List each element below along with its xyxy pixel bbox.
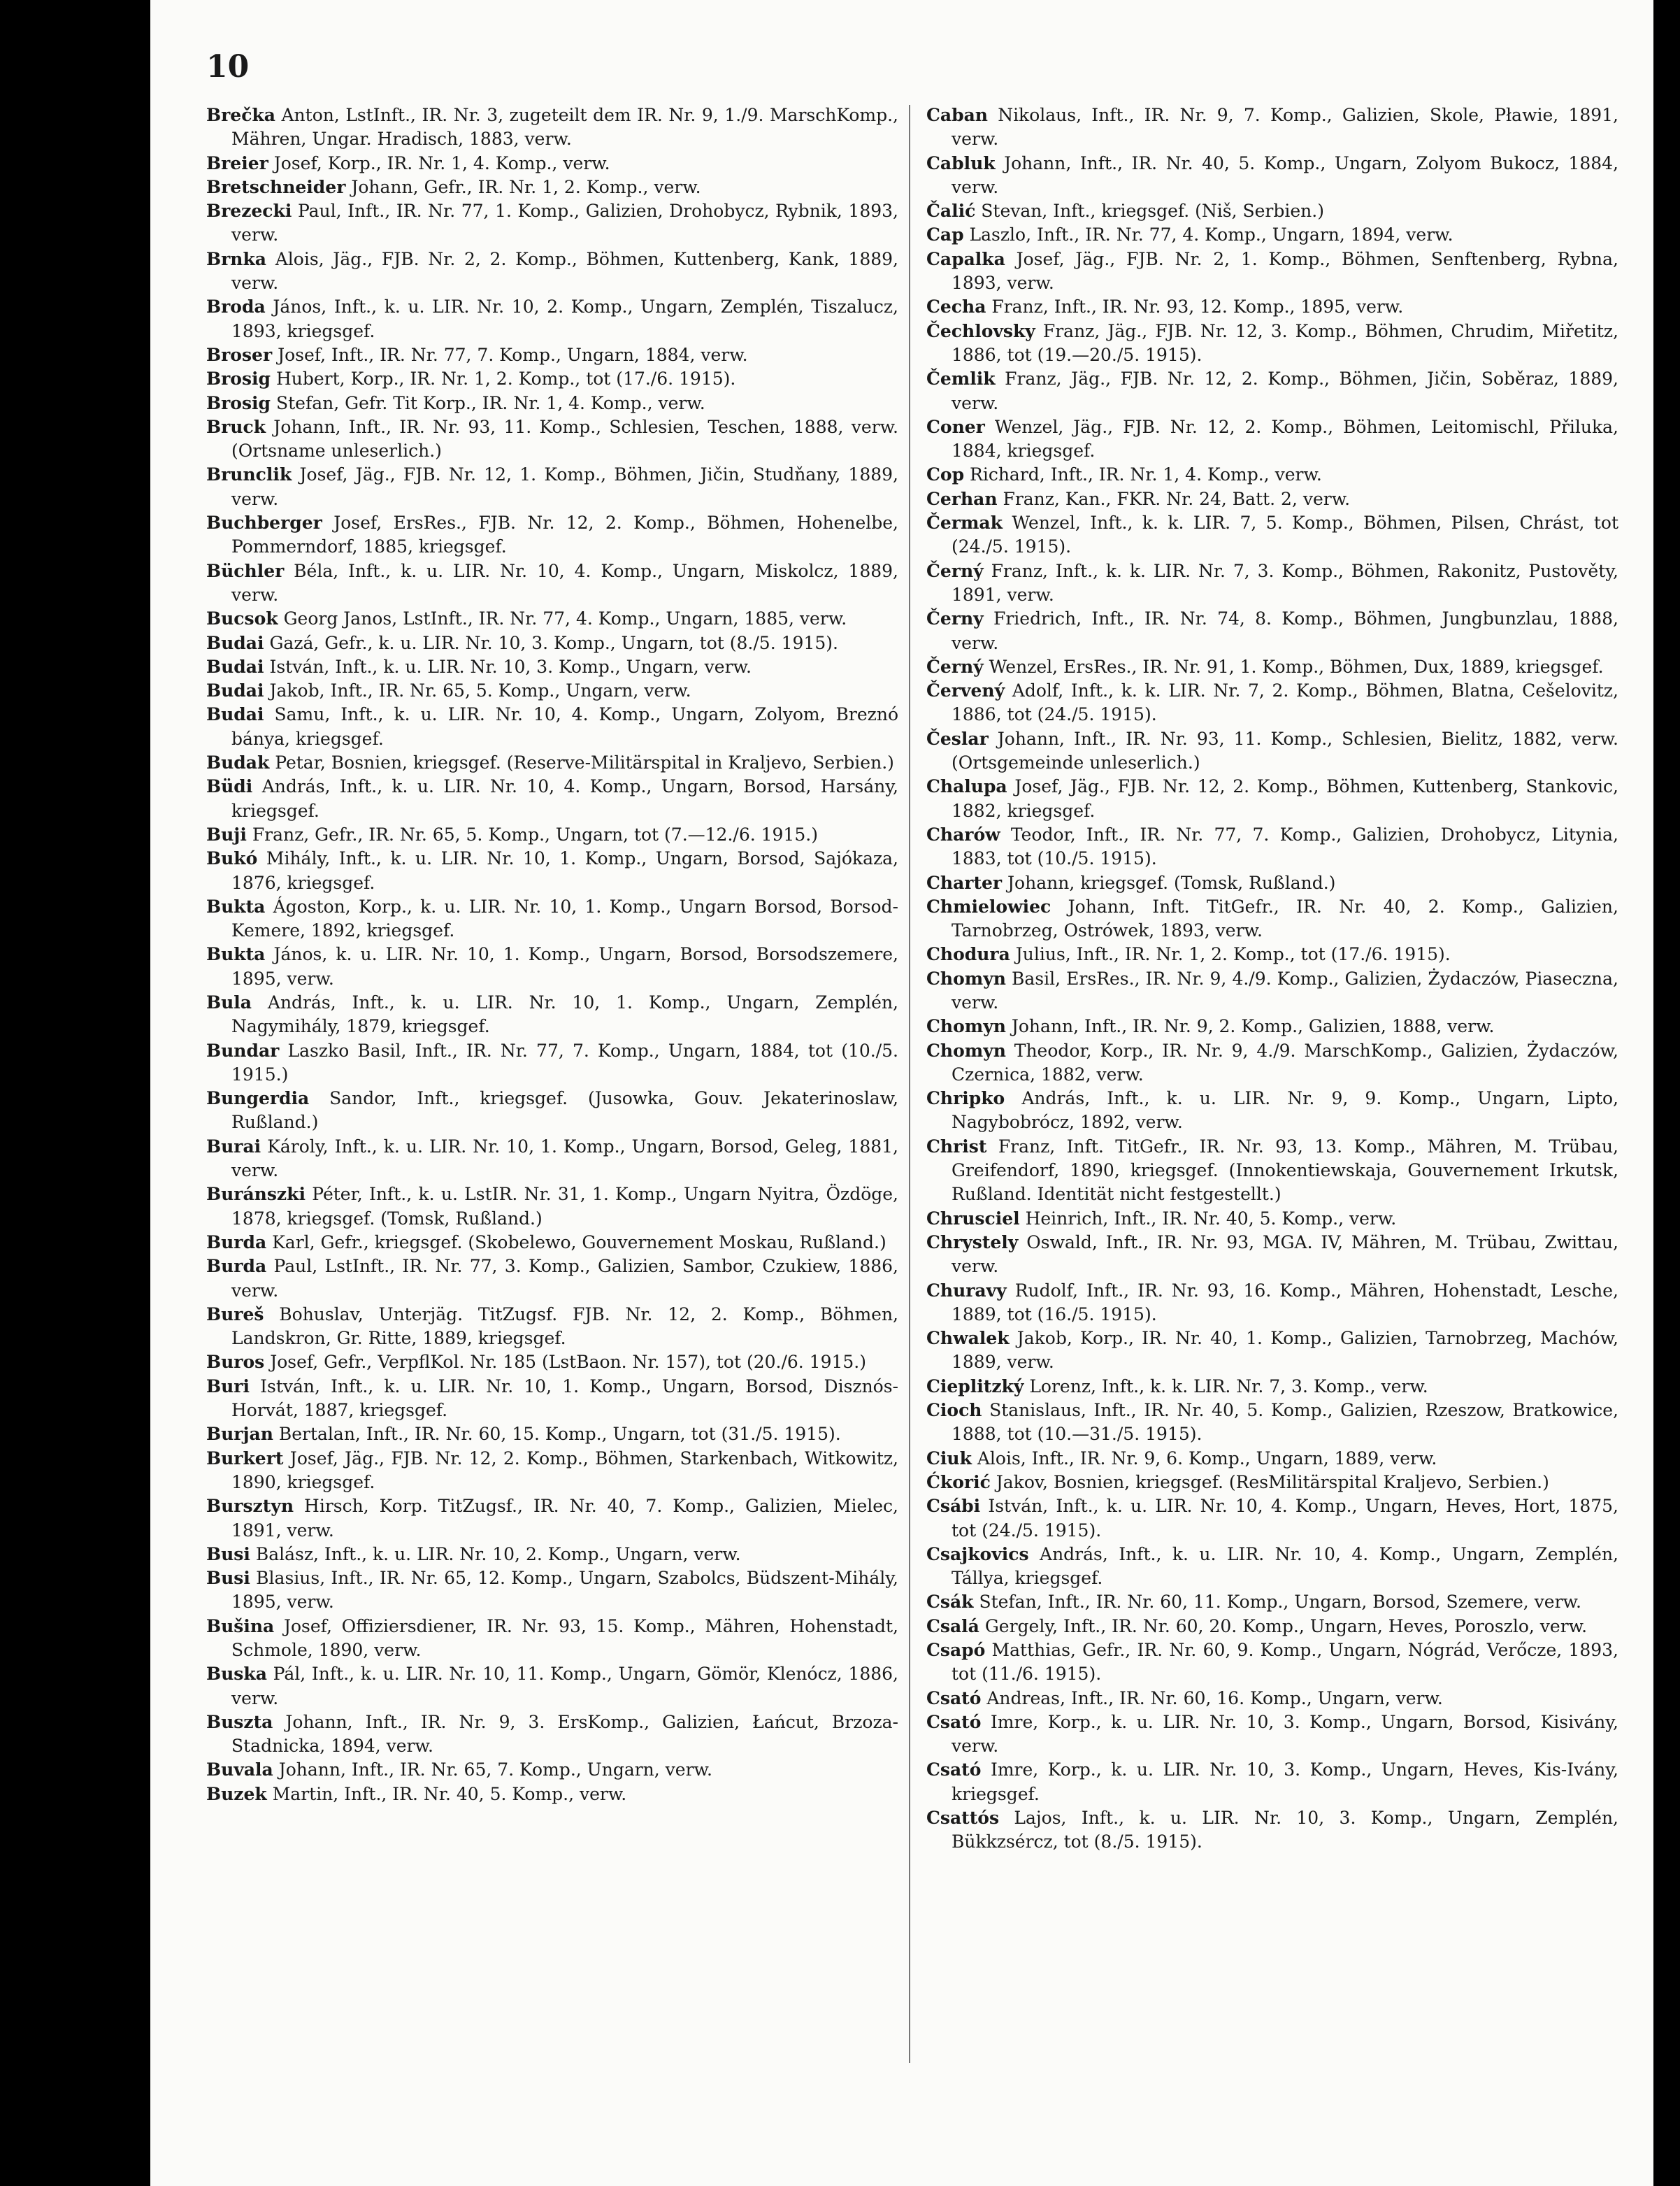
entry-details: Sandor, Inft., kriegsgef. (Jusowka, Gouv. Jekaterinoslaw, Rußland.): [231, 1088, 898, 1133]
register-entry: [206, 1087, 898, 1135]
register-entry: [926, 320, 1618, 368]
entry-details: Teodor, Inft., IR. Nr. 77, 7. Komp., Galizien, Drohobycz, Litynia, 1883, tot (10./5. 1915).: [952, 824, 1618, 869]
entry-details: Franz, Gefr., IR. Nr. 65, 5. Komp., Ungarn, tot (7.—12./6. 1915.): [252, 824, 818, 845]
register-entry: [206, 367, 898, 391]
entry-details: Richard, Inft., IR. Nr. 1, 4. Komp., verw.: [970, 464, 1322, 485]
entry-details: Gergely, Inft., IR. Nr. 60, 20. Komp., Ungarn, Heves, Poroszlo, verw.: [984, 1615, 1588, 1636]
register-entry: [926, 607, 1618, 655]
entry-surname: Csábi: [926, 1496, 981, 1517]
entry-details: Samu, Inft., k. u. LIR. Nr. 10, 4. Komp., Ungarn, Zolyom, Breznó bánya, kriegsgef.: [231, 704, 898, 749]
register-entry: [926, 1399, 1618, 1447]
register-entry: [206, 199, 898, 248]
entry-surname: Breier: [206, 152, 268, 173]
register-entry: [206, 463, 898, 511]
entry-details: Petar, Bosnien, kriegsgef. (Reserve-Militärspital in Kraljevo, Serbien.): [275, 752, 894, 773]
entry-details: Imre, Korp., k. u. LIR. Nr. 10, 3. Komp., Ungarn, Heves, Kis-Ivány, kriegsgef.: [952, 1759, 1618, 1804]
entry-details: Josef, Jäg., FJB. Nr. 2, 1. Komp., Böhmen, Senftenberg, Rybna, 1893, verw.: [952, 248, 1618, 294]
entry-surname: Broda: [206, 297, 266, 317]
entry-surname: Budai: [206, 656, 264, 677]
register-entry: [926, 1447, 1618, 1471]
entry-surname: Brosig: [206, 369, 271, 390]
entry-surname: Cieplitzký: [926, 1376, 1024, 1396]
register-entry: [926, 511, 1618, 559]
entry-surname: Bursztyn: [206, 1496, 294, 1517]
entry-details: Franz, Jäg., FJB. Nr. 12, 2. Komp., Böhmen, Jičin, Soběraz, 1889, verw.: [952, 369, 1618, 413]
register-entry: [926, 1471, 1618, 1494]
register-entry: [926, 559, 1618, 608]
register-entry: [206, 1183, 898, 1231]
register-entry: [926, 775, 1618, 823]
entry-details: Georg Janos, LstInft., IR. Nr. 77, 4. Komp., Ungarn, 1885, verw.: [283, 608, 847, 629]
entry-details: Alois, Jäg., FJB. Nr. 2, 2. Komp., Böhmen, Kuttenberg, Kank, 1889, verw.: [231, 248, 898, 294]
entry-details: Oswald, Inft., IR. Nr. 93, MGA. IV, Mähren, M. Trübau, Zwittau, verw.: [952, 1231, 1619, 1277]
entry-surname: Charów: [926, 824, 1000, 845]
register-entry: [206, 1710, 898, 1759]
register-entry: [206, 103, 898, 152]
entry-details: Hubert, Korp., IR. Nr. 1, 2. Komp., tot (17./6. 1915).: [275, 369, 736, 390]
register-entry: [206, 511, 898, 559]
entry-details: Lorenz, Inft., k. k. LIR. Nr. 7, 3. Komp., verw.: [1029, 1376, 1428, 1396]
entry-details: Julius, Inft., IR. Nr. 1, 2. Komp., tot (17./6. 1915).: [1015, 944, 1451, 965]
entry-surname: Bruck: [206, 416, 266, 437]
entry-surname: Bukó: [206, 848, 258, 869]
entry-details: Ágoston, Korp., k. u. LIR. Nr. 10, 1. Komp., Ungarn Borsod, Borsod-Kemere, 1892, kriegsgef.: [231, 896, 898, 941]
entry-surname: Buros: [206, 1352, 265, 1373]
entry-details: Jakob, Inft., IR. Nr. 65, 5. Komp., Ungarn, verw.: [269, 680, 691, 701]
entry-details: Theodor, Korp., IR. Nr. 9, 4./9. MarschKomp., Galizien, Żydaczów, Czernica, 1882, verw.: [952, 1040, 1619, 1085]
entry-surname: Buri: [206, 1376, 250, 1396]
entry-details: Lajos, Inft., k. u. LIR. Nr. 10, 3. Komp., Ungarn, Zemplén, Bükkzsércz, tot (8./5. 1915).: [952, 1808, 1618, 1852]
entry-details: Anton, LstInft., IR. Nr. 3, zugeteilt dem IR. Nr. 9, 1./9. MarschKomp., Mähren, Ungar. Hradisch, 1883, verw.: [231, 105, 898, 150]
entry-surname: Brunclik: [206, 464, 292, 485]
entry-surname: Csapó: [926, 1640, 986, 1660]
entry-surname: Coner: [926, 416, 985, 437]
entry-details: Josef, Jäg., FJB. Nr. 12, 2. Komp., Böhmen, Kuttenberg, Stankovic, 1882, kriegsgef.: [952, 776, 1618, 821]
entry-details: Franz, Inft., k. k. LIR. Nr. 7, 3. Komp., Böhmen, Rakonitz, Pustověty, 1891, verw.: [952, 560, 1618, 605]
entry-details: Josef, Offiziersdiener, IR. Nr. 93, 15. Komp., Mähren, Hohenstadt, Schmole, 1890, verw.: [231, 1615, 898, 1660]
entry-surname: Bukta: [206, 896, 266, 917]
register-entry: [206, 1783, 898, 1806]
register-entry: [206, 1303, 898, 1351]
entry-details: Stefan, Inft., IR. Nr. 60, 11. Komp., Ungarn, Borsod, Szemere, verw.: [979, 1592, 1581, 1613]
register-entry: [926, 1615, 1618, 1638]
document-page: [150, 0, 1653, 2186]
entry-surname: Brosig: [206, 392, 271, 413]
entry-surname: Caban: [926, 105, 988, 125]
entry-surname: Buska: [206, 1664, 267, 1685]
register-entry: [206, 823, 898, 847]
register-entry: [206, 1422, 898, 1446]
entry-details: Josef, Korp., IR. Nr. 1, 4. Komp., verw.: [273, 152, 610, 173]
register-entry: [926, 1806, 1618, 1855]
register-entry: [206, 1255, 898, 1303]
register-entry: [926, 1638, 1618, 1687]
register-entry: [926, 415, 1618, 464]
entry-details: Mihály, Inft., k. u. LIR. Nr. 10, 1. Komp., Ungarn, Borsod, Sajókaza, 1876, kriegsgef.: [231, 848, 898, 893]
entry-surname: Cerhan: [926, 488, 998, 509]
register-entry: [206, 1447, 898, 1495]
entry-surname: Cioch: [926, 1400, 982, 1421]
entry-surname: Buchberger: [206, 513, 322, 534]
register-entry: [926, 1015, 1618, 1038]
entry-surname: Bungerdia: [206, 1088, 310, 1109]
entry-details: Károly, Inft., k. u. LIR. Nr. 10, 1. Komp., Ungarn, Borsod, Geleg, 1881, verw.: [231, 1136, 899, 1181]
entry-surname: Chomyn: [926, 1016, 1006, 1037]
register-entry: [926, 871, 1618, 895]
register-entry: [926, 152, 1618, 200]
entry-details: Laszlo, Inft., IR. Nr. 77, 4. Komp., Ungarn, 1894, verw.: [969, 224, 1453, 245]
entry-details: Béla, Inft., k. u. LIR. Nr. 10, 4. Komp., Ungarn, Miskolcz, 1889, verw.: [231, 560, 898, 605]
entry-surname: Bundar: [206, 1040, 280, 1061]
entry-surname: Čechlovsky: [926, 320, 1035, 341]
register-entry: [206, 1543, 898, 1566]
entry-details: Josef, Jäg., FJB. Nr. 12, 2. Komp., Böhmen, Starkenbach, Witkowitz, 1890, kriegsgef.: [231, 1448, 898, 1492]
entry-surname: Csató: [926, 1759, 982, 1780]
entry-details: Johann, Inft., IR. Nr. 65, 7. Komp., Ungarn, verw.: [278, 1759, 712, 1780]
register-entry: [206, 392, 898, 415]
entry-surname: Capalka: [926, 248, 1005, 269]
register-entry: [206, 1350, 898, 1374]
page-number: 10: [206, 49, 250, 85]
entry-details: Franz, Jäg., FJB. Nr. 12, 3. Komp., Böhmen, Chrudim, Miřetitz, 1886, tot (19.—20./5. 1915).: [952, 320, 1618, 365]
entry-surname: Čalić: [926, 201, 976, 222]
register-entry: [926, 1758, 1618, 1806]
entry-details: Andreas, Inft., IR. Nr. 60, 16. Komp., Ungarn, verw.: [986, 1687, 1443, 1708]
entry-details: Wenzel, Jäg., FJB. Nr. 12, 2. Komp., Böhmen, Leitomischl, Přiluka, 1884, kriegsgef.: [952, 416, 1619, 462]
register-entry: [206, 1494, 898, 1543]
entry-details: Martin, Inft., IR. Nr. 40, 5. Komp., verw.: [272, 1783, 627, 1804]
register-entry: [926, 1135, 1618, 1207]
entry-surname: Chripko: [926, 1088, 1005, 1109]
register-entry: [926, 103, 1618, 152]
entry-details: Johann, Inft., IR. Nr. 40, 5. Komp., Ungarn, Zolyom Bukocz, 1884, verw.: [952, 152, 1619, 197]
entry-surname: Čemlik: [926, 369, 996, 390]
entry-surname: Chomyn: [926, 1040, 1006, 1061]
register-entry: [206, 559, 898, 608]
entry-surname: Csajkovics: [926, 1543, 1029, 1564]
register-entry: [926, 367, 1618, 415]
register-entry: [926, 1590, 1618, 1614]
entry-surname: Bretschneider: [206, 176, 346, 197]
register-entry: [926, 679, 1618, 727]
entry-details: Friedrich, Inft., IR. Nr. 74, 8. Komp., Böhmen, Jungbunzlau, 1888, verw.: [952, 608, 1618, 653]
entry-surname: Büdi: [206, 776, 253, 797]
entry-details: Nikolaus, Inft., IR. Nr. 9, 7. Komp., Galizien, Skole, Pławie, 1891, verw.: [952, 105, 1618, 150]
entry-details: Imre, Korp., k. u. LIR. Nr. 10, 3. Komp., Ungarn, Borsod, Kisivány, verw.: [952, 1711, 1618, 1757]
entry-surname: Burda: [206, 1231, 267, 1252]
entry-details: Franz, Inft. TitGefr., IR. Nr. 93, 13. Komp., Mähren, M. Trübau, Greifendorf, 1890, kriegsgef. (Innokentiewskaja, Gouvernement Irkutsk, Rußland. Identität nicht festgestellt.): [952, 1136, 1619, 1205]
entry-surname: Bušina: [206, 1615, 275, 1636]
register-entry: [206, 679, 898, 703]
entry-surname: Chmielowiec: [926, 896, 1051, 917]
entry-details: Johann, Inft., IR. Nr. 93, 11. Komp., Schlesien, Teschen, 1888, verw. (Ortsname unleserlich.): [231, 416, 898, 462]
register-entry: [926, 1710, 1618, 1759]
register-entry: [206, 1039, 898, 1087]
entry-details: Josef, Gefr., VerpflKol. Nr. 185 (LstBaon. Nr. 157), tot (20./6. 1915.): [270, 1352, 867, 1373]
register-entry: [206, 248, 898, 296]
register-entry: [926, 248, 1618, 296]
register-entry: [926, 1543, 1618, 1591]
entry-surname: Chodura: [926, 944, 1010, 965]
entry-details: Johann, kriegsgef. (Tomsk, Rußland.): [1007, 872, 1336, 893]
entry-details: Alois, Inft., IR. Nr. 9, 6. Komp., Ungarn, 1889, verw.: [977, 1448, 1437, 1469]
register-entry: [206, 943, 898, 991]
register-entry: [926, 1494, 1618, 1543]
entry-details: Jakob, Korp., IR. Nr. 40, 1. Komp., Galizien, Tarnobrzeg, Machów, 1889, verw.: [952, 1328, 1618, 1373]
entry-surname: Churavy: [926, 1280, 1007, 1301]
entry-surname: Brečka: [206, 105, 275, 125]
entry-surname: Buvala: [206, 1759, 273, 1780]
entry-surname: Česlar: [926, 728, 989, 749]
entry-surname: Chwalek: [926, 1328, 1010, 1349]
entry-surname: Burai: [206, 1136, 261, 1157]
entry-surname: Budak: [206, 752, 270, 773]
entry-surname: Cop: [926, 464, 965, 485]
entry-surname: Charter: [926, 872, 1003, 893]
entry-surname: Chrusciel: [926, 1208, 1020, 1229]
entry-surname: Buszta: [206, 1711, 273, 1732]
entry-details: Johann, Inft. TitGefr., IR. Nr. 40, 2. Komp., Galizien, Tarnobrzeg, Ostrówek, 1893, verw.: [952, 896, 1618, 941]
entry-details: Jakov, Bosnien, kriegsgef. (ResMilitärspital Kraljevo, Serbien.): [996, 1471, 1549, 1492]
entry-surname: Busi: [206, 1543, 250, 1564]
entry-details: Basil, ErsRes., IR. Nr. 9, 4./9. Komp., Galizien, Żydaczów, Piaseczna, verw.: [952, 968, 1618, 1013]
entry-details: Balász, Inft., k. u. LIR. Nr. 10, 2. Komp., Ungarn, verw.: [255, 1543, 741, 1564]
entry-surname: Burjan: [206, 1424, 273, 1445]
register-entry: [206, 775, 898, 823]
entry-surname: Budai: [206, 704, 264, 725]
register-entry: [926, 967, 1618, 1015]
entry-details: Josef, Inft., IR. Nr. 77, 7. Komp., Ungarn, 1884, verw.: [278, 344, 748, 365]
register-entry: [206, 1758, 898, 1782]
register-entry: [206, 343, 898, 367]
entry-surname: Bureš: [206, 1303, 264, 1324]
register-entry: [926, 1327, 1618, 1375]
entry-surname: Busi: [206, 1568, 250, 1589]
entry-surname: Brnka: [206, 248, 266, 269]
entry-details: Blasius, Inft., IR. Nr. 65, 12. Komp., Ungarn, Szabolcs, Büdszent-Mihály, 1895, verw.: [231, 1568, 898, 1613]
register-entry: [926, 463, 1618, 487]
entry-surname: Budai: [206, 680, 264, 701]
register-entry: [206, 703, 898, 751]
entry-details: Paul, LstInft., IR. Nr. 77, 3. Komp., Galizien, Sambor, Czukiew, 1886, verw.: [231, 1256, 899, 1301]
register-entry: [206, 847, 898, 895]
entry-details: Franz, Inft., IR. Nr. 93, 12. Komp., 1895, verw.: [991, 297, 1404, 317]
register-entry: [206, 1662, 898, 1710]
register-entry: [926, 199, 1618, 223]
entry-details: Wenzel, ErsRes., IR. Nr. 91, 1. Komp., Böhmen, Dux, 1889, kriegsgef.: [989, 656, 1604, 677]
register-entry: [206, 152, 898, 176]
entry-details: Hirsch, Korp. TitZugsf., IR. Nr. 40, 7. Komp., Galizien, Mielec, 1891, verw.: [231, 1496, 899, 1541]
entry-surname: Büchler: [206, 560, 285, 581]
entry-details: Wenzel, Inft., k. k. LIR. 7, 5. Komp., Böhmen, Pilsen, Chrást, tot (24./5. 1915).: [952, 513, 1618, 557]
entry-details: István, Inft., k. u. LIR. Nr. 10, 3. Komp., Ungarn, verw.: [269, 656, 752, 677]
entry-surname: Buzek: [206, 1783, 267, 1804]
entry-surname: Ćkorić: [926, 1471, 991, 1492]
entry-surname: Csalá: [926, 1615, 979, 1636]
entry-surname: Christ: [926, 1136, 987, 1157]
entry-surname: Černý: [926, 560, 984, 581]
entry-details: Bertalan, Inft., IR. Nr. 60, 15. Komp., Ungarn, tot (31./5. 1915).: [278, 1424, 841, 1445]
entry-surname: Broser: [206, 344, 273, 365]
right-column: [926, 103, 1618, 1855]
entry-details: Laszko Basil, Inft., IR. Nr. 77, 7. Komp., Ungarn, 1884, tot (10./5. 1915.): [231, 1040, 898, 1085]
register-entry: [926, 1279, 1618, 1327]
entry-surname: Csató: [926, 1687, 982, 1708]
entry-details: Paul, Inft., IR. Nr. 77, 1. Komp., Galizien, Drohobycz, Rybnik, 1893, verw.: [231, 201, 898, 245]
entry-surname: Černy: [926, 608, 984, 629]
entry-details: István, Inft., k. u. LIR. Nr. 10, 1. Komp., Ungarn, Borsod, Disznós-Horvát, 1887, kriegsgef.: [231, 1376, 898, 1421]
entry-surname: Černý: [926, 656, 984, 677]
register-entry: [926, 1087, 1618, 1135]
register-entry: [926, 1207, 1618, 1231]
entry-surname: Ciuk: [926, 1448, 972, 1469]
register-entry: [926, 223, 1618, 247]
left-column: [206, 103, 898, 1806]
entry-details: Josef, ErsRes., FJB. Nr. 12, 2. Komp., Böhmen, Hohenelbe, Pommerndorf, 1885, kriegsgef.: [231, 513, 898, 557]
entry-details: Gazá, Gefr., k. u. LIR. Nr. 10, 3. Komp., Ungarn, tot (8./5. 1915).: [269, 632, 838, 653]
entry-details: Josef, Jäg., FJB. Nr. 12, 1. Komp., Böhmen, Jičin, Studňany, 1889, verw.: [231, 464, 899, 509]
register-entry: [206, 1615, 898, 1663]
entry-details: Karl, Gefr., kriegsgef. (Skobelewo, Gouvernement Moskau, Rußland.): [272, 1231, 886, 1252]
entry-surname: Cap: [926, 224, 964, 245]
entry-surname: Budai: [206, 632, 264, 653]
register-entry: [206, 991, 898, 1039]
column-divider: [909, 105, 910, 2063]
register-entry: [206, 607, 898, 631]
entry-details: Johann, Gefr., IR. Nr. 1, 2. Komp., verw.: [351, 176, 701, 197]
entry-details: Rudolf, Inft., IR. Nr. 93, 16. Komp., Mähren, Hohenstadt, Lesche, 1889, tot (16./5. 1915).: [952, 1280, 1618, 1324]
register-entry: [206, 1135, 898, 1183]
register-entry: [926, 823, 1618, 871]
register-entry: [926, 1231, 1618, 1279]
entry-surname: Cecha: [926, 297, 986, 317]
register-entry: [206, 1231, 898, 1255]
register-entry: [206, 631, 898, 655]
entry-surname: Bula: [206, 992, 252, 1013]
register-entry: [926, 943, 1618, 966]
register-entry: [926, 295, 1618, 319]
entry-surname: Buránszki: [206, 1184, 306, 1205]
entry-details: Franz, Kan., FKR. Nr. 24, Batt. 2, verw.: [1003, 488, 1351, 509]
entry-details: Stefan, Gefr. Tit Korp., IR. Nr. 1, 4. Komp., verw.: [275, 392, 705, 413]
register-entry: [206, 1375, 898, 1423]
entry-details: András, Inft., k. u. LIR. Nr. 10, 1. Komp., Ungarn, Zemplén, Nagymihály, 1879, kriegsgef.: [231, 992, 899, 1037]
entry-surname: Csató: [926, 1711, 982, 1732]
entry-surname: Chomyn: [926, 968, 1006, 989]
entry-surname: Bukta: [206, 944, 266, 965]
entry-surname: Čermak: [926, 513, 1003, 534]
entry-details: Johann, Inft., IR. Nr. 9, 2. Komp., Galizien, 1888, verw.: [1011, 1016, 1495, 1037]
register-entry: [206, 1566, 898, 1615]
entry-details: István, Inft., k. u. LIR. Nr. 10, 4. Komp., Ungarn, Heves, Hort, 1875, tot (24./5. 1915).: [952, 1496, 1618, 1541]
entry-surname: Bucsok: [206, 608, 278, 629]
entry-details: András, Inft., k. u. LIR. Nr. 10, 4. Komp., Ungarn, Zemplén, Tállya, kriegsgef.: [952, 1543, 1619, 1589]
entry-details: Adolf, Inft., k. k. LIR. Nr. 7, 2. Komp., Böhmen, Blatna, Cešelovitz, 1886, tot (24./5. 1915).: [952, 680, 1618, 725]
register-entry: [926, 1687, 1618, 1710]
entry-surname: Csák: [926, 1592, 974, 1613]
entry-details: András, Inft., k. u. LIR. Nr. 9, 9. Komp., Ungarn, Lipto, Nagybobrócz, 1892, verw.: [952, 1088, 1618, 1133]
register-entry: [926, 895, 1618, 943]
entry-details: Pál, Inft., k. u. LIR. Nr. 10, 11. Komp., Ungarn, Gömör, Klenócz, 1886, verw.: [231, 1664, 898, 1708]
entry-details: Johann, Inft., IR. Nr. 9, 3. ErsKomp., Galizien, Łańcut, Brzoza-Stadnicka, 1894, verw.: [231, 1711, 898, 1757]
entry-details: Matthias, Gefr., IR. Nr. 60, 9. Komp., Ungarn, Nógrád, Verőcze, 1893, tot (11./6. 1915).: [952, 1640, 1618, 1685]
entry-surname: Chrystely: [926, 1231, 1019, 1252]
entry-details: Stanislaus, Inft., IR. Nr. 40, 5. Komp., Galizien, Rzeszow, Bratkowice, 1888, tot (10.—31./5. 1915).: [952, 1400, 1618, 1445]
entry-surname: Buji: [206, 824, 247, 845]
register-entry: [926, 655, 1618, 679]
register-entry: [206, 655, 898, 679]
register-entry: [206, 176, 898, 199]
entry-details: Johann, Inft., IR. Nr. 93, 11. Komp., Schlesien, Bielitz, 1882, verw. (Ortsgemeinde unleserlich.): [952, 728, 1618, 773]
entry-surname: Burkert: [206, 1448, 284, 1469]
entry-details: János, Inft., k. u. LIR. Nr. 10, 2. Komp., Ungarn, Zemplén, Tiszalucz, 1893, kriegsgef.: [231, 297, 898, 341]
entry-details: János, k. u. LIR. Nr. 10, 1. Komp., Ungarn, Borsod, Borsodszemere, 1895, verw.: [231, 944, 898, 989]
entry-details: Heinrich, Inft., IR. Nr. 40, 5. Komp., verw.: [1025, 1208, 1397, 1229]
entry-surname: Chalupa: [926, 776, 1007, 797]
entry-surname: Brezecki: [206, 201, 292, 222]
register-entry: [206, 895, 898, 943]
register-entry: [926, 727, 1618, 776]
register-entry: [206, 295, 898, 343]
register-entry: [206, 751, 898, 775]
register-entry: [206, 415, 898, 464]
entry-details: András, Inft., k. u. LIR. Nr. 10, 4. Komp., Ungarn, Borsod, Harsány, kriegsgef.: [231, 776, 898, 821]
entry-details: Stevan, Inft., kriegsgef. (Niš, Serbien.): [981, 201, 1324, 222]
register-entry: [926, 1375, 1618, 1399]
entry-details: Bohuslav, Unterjäg. TitZugsf. FJB. Nr. 12, 2. Komp., Böhmen, Landskron, Gr. Ritte, 1889, kriegsgef.: [231, 1303, 898, 1349]
entry-surname: Csattós: [926, 1808, 1000, 1829]
entry-details: Péter, Inft., k. u. LstIR. Nr. 31, 1. Komp., Ungarn Nyitra, Özdöge, 1878, kriegsgef. (Tomsk, Rußland.): [231, 1184, 899, 1229]
entry-surname: Burda: [206, 1256, 267, 1277]
register-entry: [926, 487, 1618, 511]
register-entry: [926, 1039, 1618, 1087]
entry-surname: Cabluk: [926, 152, 996, 173]
entry-surname: Červený: [926, 680, 1005, 701]
